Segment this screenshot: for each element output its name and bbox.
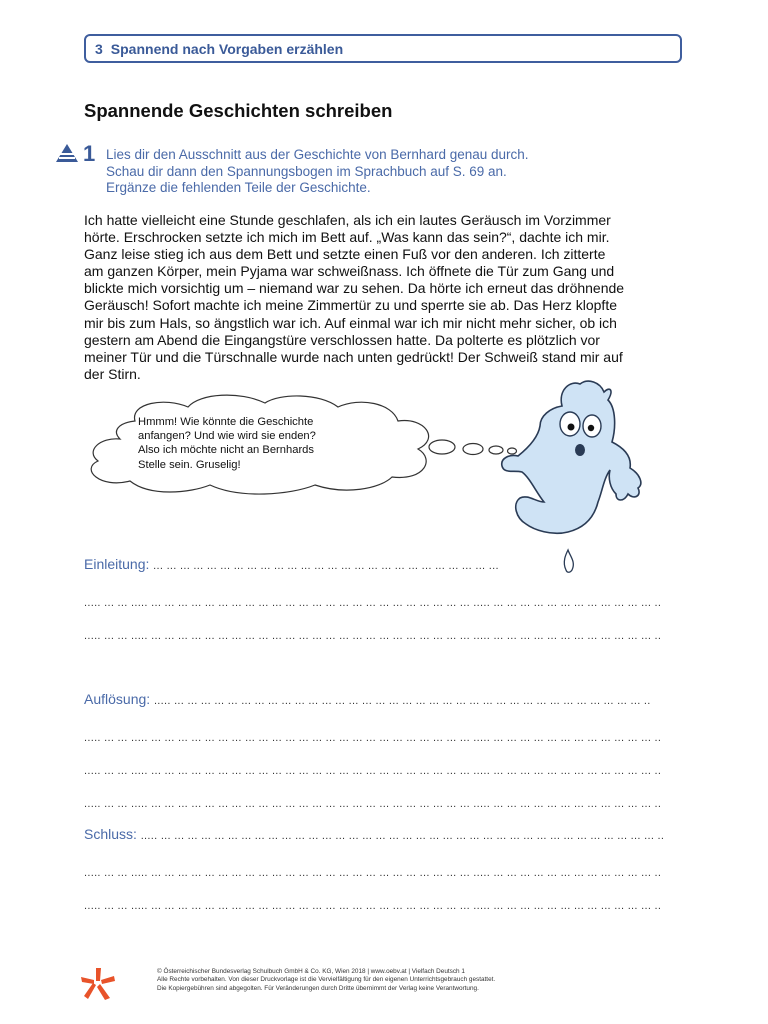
chapter-title: Spannend nach Vorgaben erzählen (110, 40, 344, 57)
bubble-line: Stelle sein. Gruselig! (138, 458, 241, 471)
schluss-line[interactable]: Schluss: ..... ... ... ... ... ... ... ... ... ... ... ... ... ... ... ... ... ... ... ... ... ... ... ... ... ... ... ... ... ... ... ... ... ... ... ... ... ... .. (84, 826, 665, 842)
story-line: mir bis zum Hals, so ängstlich war ich. Auf einmal war ich mir nicht mehr sicher, ob ich (84, 314, 617, 331)
page-title: Spannende Geschichten schreiben (84, 100, 393, 121)
story-line: Ich hatte vielleicht eine Stunde geschlafen, als ich ein lautes Geräusch im Vorzimmer (84, 212, 611, 228)
story-line: meiner Tür und die Türschnalle wurde nach unten gedrückt! Der Schweiß stand mir auf (84, 348, 623, 365)
instruction-line: Lies dir den Ausschnitt aus der Geschichte von Bernhard genau durch. (106, 147, 529, 162)
answer-line[interactable]: ..... ... ... ..... ... ... ... ... ... ... ... ... ... ... ... ... ... ... ... ... ... ... ... ... ... ... ... ... ..... ... ... ... ... ... ... ... ... ... ... ... ... .. (84, 867, 662, 879)
answer-line[interactable]: ..... ... ... ..... ... ... ... ... ... ... ... ... ... ... ... ... ... ... ... ... ... ... ... ... ... ... ... ... ..... ... ... ... ... ... ... ... ... ... ... ... ... .. (84, 597, 662, 609)
task-number: 1 (83, 141, 96, 166)
story-excerpt (84, 212, 684, 383)
footer-line: © Österreichischer Bundesverlag Schulbuch GmbH & Co. KG, Wien 2018 | www.oebv.at | Vielfach Deutsch 1 (157, 968, 465, 975)
difficulty-triangle-icon (56, 144, 78, 162)
answer-line[interactable]: ..... ... ... ..... ... ... ... ... ... ... ... ... ... ... ... ... ... ... ... ... ... ... ... ... ... ... ... ... ..... ... ... ... ... ... ... ... ... ... ... ... ... .. (84, 732, 662, 744)
footer-line: Alle Rechte vorbehalten. Von dieser Druckvorlage ist die Vervielfältigung für den eigenen Unterrichtsgebrauch gestattet. (157, 976, 496, 984)
schluss-label: Schluss: (84, 826, 137, 842)
chapter-header (84, 34, 682, 63)
story-line: hörte. Erschrocken setzte ich mich im Bett auf. „Was kann das sein?“, dachte ich mir. (84, 229, 610, 246)
chapter-number: 3 (95, 40, 103, 57)
footer-line: Die Kopiergebühren sind abgegolten. Für Veränderungen durch Dritte übernimmt der Verlag keine Verantwortung. (157, 984, 479, 992)
story-line: am ganzen Körper, mein Pyjama war schweißnass. Ich öffnete die Tür zum Gang und (84, 263, 615, 280)
bubble-line: anfangen? Und wie wird sie enden? (138, 430, 316, 443)
task-instructions (106, 147, 646, 197)
instruction-line: Ergänze die fehlenden Teile der Geschichte. (106, 180, 371, 195)
copyright-footer (157, 968, 597, 993)
answer-line[interactable]: ..... ... ... ..... ... ... ... ... ... ... ... ... ... ... ... ... ... ... ... ... ... ... ... ... ... ... ... ... ..... ... ... ... ... ... ... ... ... ... ... ... ... .. (84, 765, 662, 777)
story-line: gestern am Abend die Eingangstüre verschlossen hatte. Da polterte es plötzlich vor (84, 331, 600, 348)
einleitung-label: Einleitung: (84, 556, 150, 572)
aufloesung-line[interactable]: Auflösung: ..... ... ... ... ... ... ... ... ... ... ... ... ... ... ... ... ... ... ... ... ... ... ... ... ... ... ... ... ... ... ... ... ... ... ... ... .. (84, 691, 651, 707)
answer-line[interactable]: ..... ... ... ..... ... ... ... ... ... ... ... ... ... ... ... ... ... ... ... ... ... ... ... ... ... ... ... ... ..... ... ... ... ... ... ... ... ... ... ... ... ... .. (84, 798, 662, 810)
story-line: Geräusch! Sofort machte ich meine Zimmertür zu und sperrte sie ab. Das Herz klopfte (84, 297, 617, 314)
publisher-logo-icon (80, 966, 116, 1002)
story-line: Ganz leise stieg ich aus dem Bett und setzte einen Fuß vor den anderen. Ich zitterte (84, 246, 606, 263)
aufloesung-label: Auflösung: (84, 691, 151, 707)
instruction-line: Schau dir dann den Spannungsbogen im Sprachbuch auf S. 69 an. (106, 163, 507, 179)
bubble-line: Hmmm! Wie könnte die Geschichte (138, 416, 314, 428)
bubble-line: Also ich möchte nicht an Bernhards (138, 444, 314, 457)
einleitung-line[interactable]: Einleitung: ... ... ... ... ... ... ... ... ... ... ... ... ... ... ... ... ... ... ... ... ... ... ... ... ... ... (84, 556, 499, 572)
thought-bubble-text (138, 415, 368, 472)
ghost-illustration-icon (492, 378, 662, 578)
story-line: blickte mich vorsichtig um – niemand war zu sehen. Da hörte ich erneut das dröhnende (84, 280, 625, 297)
story-line: der Stirn. (84, 365, 141, 382)
answer-line[interactable]: ..... ... ... ..... ... ... ... ... ... ... ... ... ... ... ... ... ... ... ... ... ... ... ... ... ... ... ... ... ..... ... ... ... ... ... ... ... ... ... ... ... ... .. (84, 900, 662, 912)
answer-line[interactable]: ..... ... ... ..... ... ... ... ... ... ... ... ... ... ... ... ... ... ... ... ... ... ... ... ... ... ... ... ... ..... ... ... ... ... ... ... ... ... ... ... ... ... .. (84, 630, 662, 642)
